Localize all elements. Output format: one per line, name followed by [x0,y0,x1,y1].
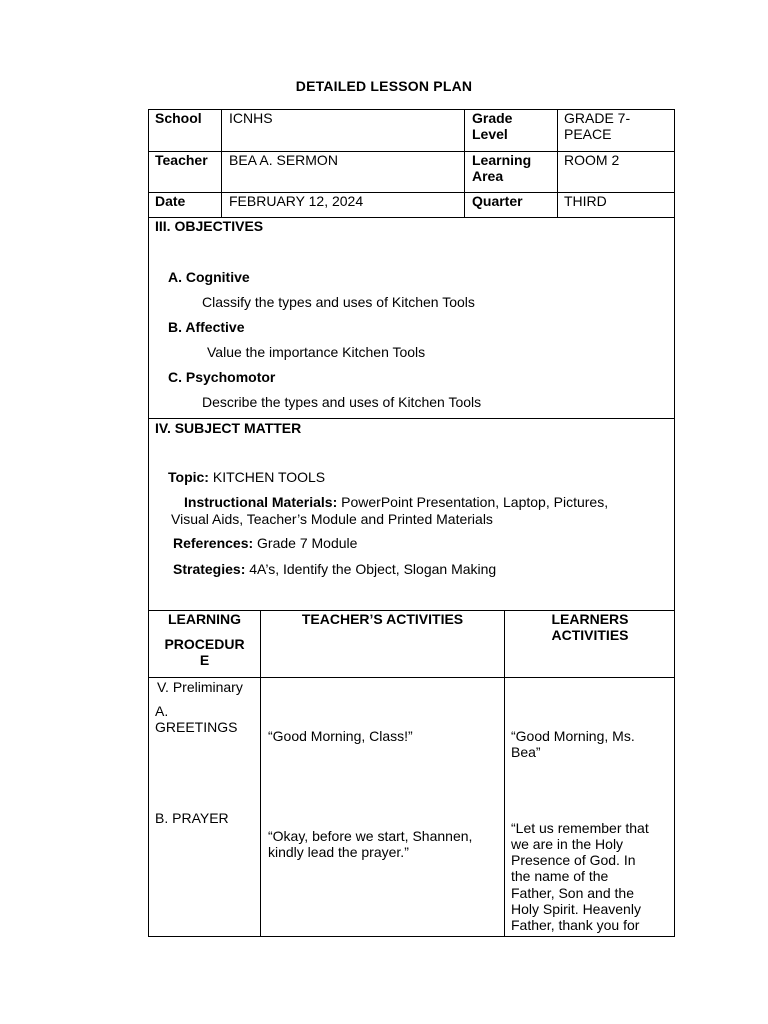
learning-area-label-2: Area [472,168,504,184]
grade-level-value-2: PEACE [564,126,612,142]
cognitive-label: A. Cognitive [168,269,250,285]
section-divider [148,418,675,419]
prayer-label: B. PRAYER [155,810,229,826]
document-title: DETAILED LESSON PLAN [295,78,473,94]
teacher-label: Teacher [155,152,208,168]
materials-value: PowerPoint Presentation, Laptop, Pictures, [337,494,609,510]
greetings-learner: “Good Morning, Ms. [511,728,635,744]
learning-area-value: ROOM 2 [564,152,620,168]
materials-line [184,494,608,510]
row-divider [148,677,675,678]
col-divider [504,610,505,937]
procedure-col-header: LEARNING [167,611,242,627]
prayer-teacher: “Okay, before we start, Shannen, [268,828,473,844]
procedure-col-header-2: PROCEDUR [164,636,245,652]
materials-label: Instructional Materials: [184,494,338,510]
grade-level-value: GRADE 7- [564,110,631,126]
affective-text: Value the importance Kitchen Tools [207,344,426,360]
topic-value: KITCHEN TOOLS [208,469,326,485]
quarter-label: Quarter [472,193,523,209]
cognitive-text: Classify the types and uses of Kitchen Tools [202,294,475,310]
col-divider [557,109,558,217]
prayer-learner-line: Father, Son and the [511,885,634,901]
strategies-value: 4A’s, Identify the Object, Slogan Making [245,561,497,577]
references-value: Grade 7 Module [253,535,358,551]
subject-matter-heading: IV. SUBJECT MATTER [155,420,302,436]
date-label: Date [155,193,186,209]
school-label: School [155,110,202,126]
topic-line [168,469,325,485]
date-value: FEBRUARY 12, 2024 [229,193,364,209]
learners-activities-header-2: ACTIVITIES [551,627,629,643]
greetings-teacher: “Good Morning, Class!” [268,728,413,744]
school-value: ICNHS [229,110,273,126]
grade-level-label-2: Level [472,126,508,142]
psychomotor-text: Describe the types and uses of Kitchen Tools [202,394,482,410]
col-divider [260,610,261,937]
materials-line-2: Visual Aids, Teacher’s Module and Printed Materials [171,511,493,527]
psychomotor-label: C. Psychomotor [168,369,276,385]
grade-level-label: Grade [472,110,513,126]
prayer-learner-line: Presence of God. In [511,852,636,868]
references-label: References: [173,535,254,551]
prayer-learner-line: Father, thank you for [511,917,640,933]
col-divider [464,109,465,217]
prayer-learner-line: we are in the Holy [511,836,624,852]
prayer-learner-line: “Let us remember that [511,820,649,836]
procedure-col-header-3: E [199,652,210,668]
col-divider [221,109,222,217]
greetings-label-2: GREETINGS [155,719,238,735]
learning-area-label: Learning [472,152,532,168]
affective-label: B. Affective [168,319,245,335]
topic-label: Topic: [168,469,209,485]
strategies-label: Strategies: [173,561,246,577]
learners-activities-header: LEARNERS [551,611,629,627]
teacher-value: BEA A. SERMON [229,152,338,168]
prayer-teacher-2: kindly lead the prayer.” [268,844,409,860]
strategies-line [173,561,496,577]
preliminary-label: V. Preliminary [157,679,243,695]
quarter-value: THIRD [564,193,607,209]
references-line [173,535,357,551]
prayer-learner-line: the name of the [511,868,609,884]
objectives-heading: III. OBJECTIVES [155,218,264,234]
teacher-activities-header: TEACHER’S ACTIVITIES [301,611,464,627]
greetings-label: A. [155,703,169,719]
prayer-learner-line: Holy Spirit. Heavenly [511,901,641,917]
greetings-learner-2: Bea” [511,744,541,760]
